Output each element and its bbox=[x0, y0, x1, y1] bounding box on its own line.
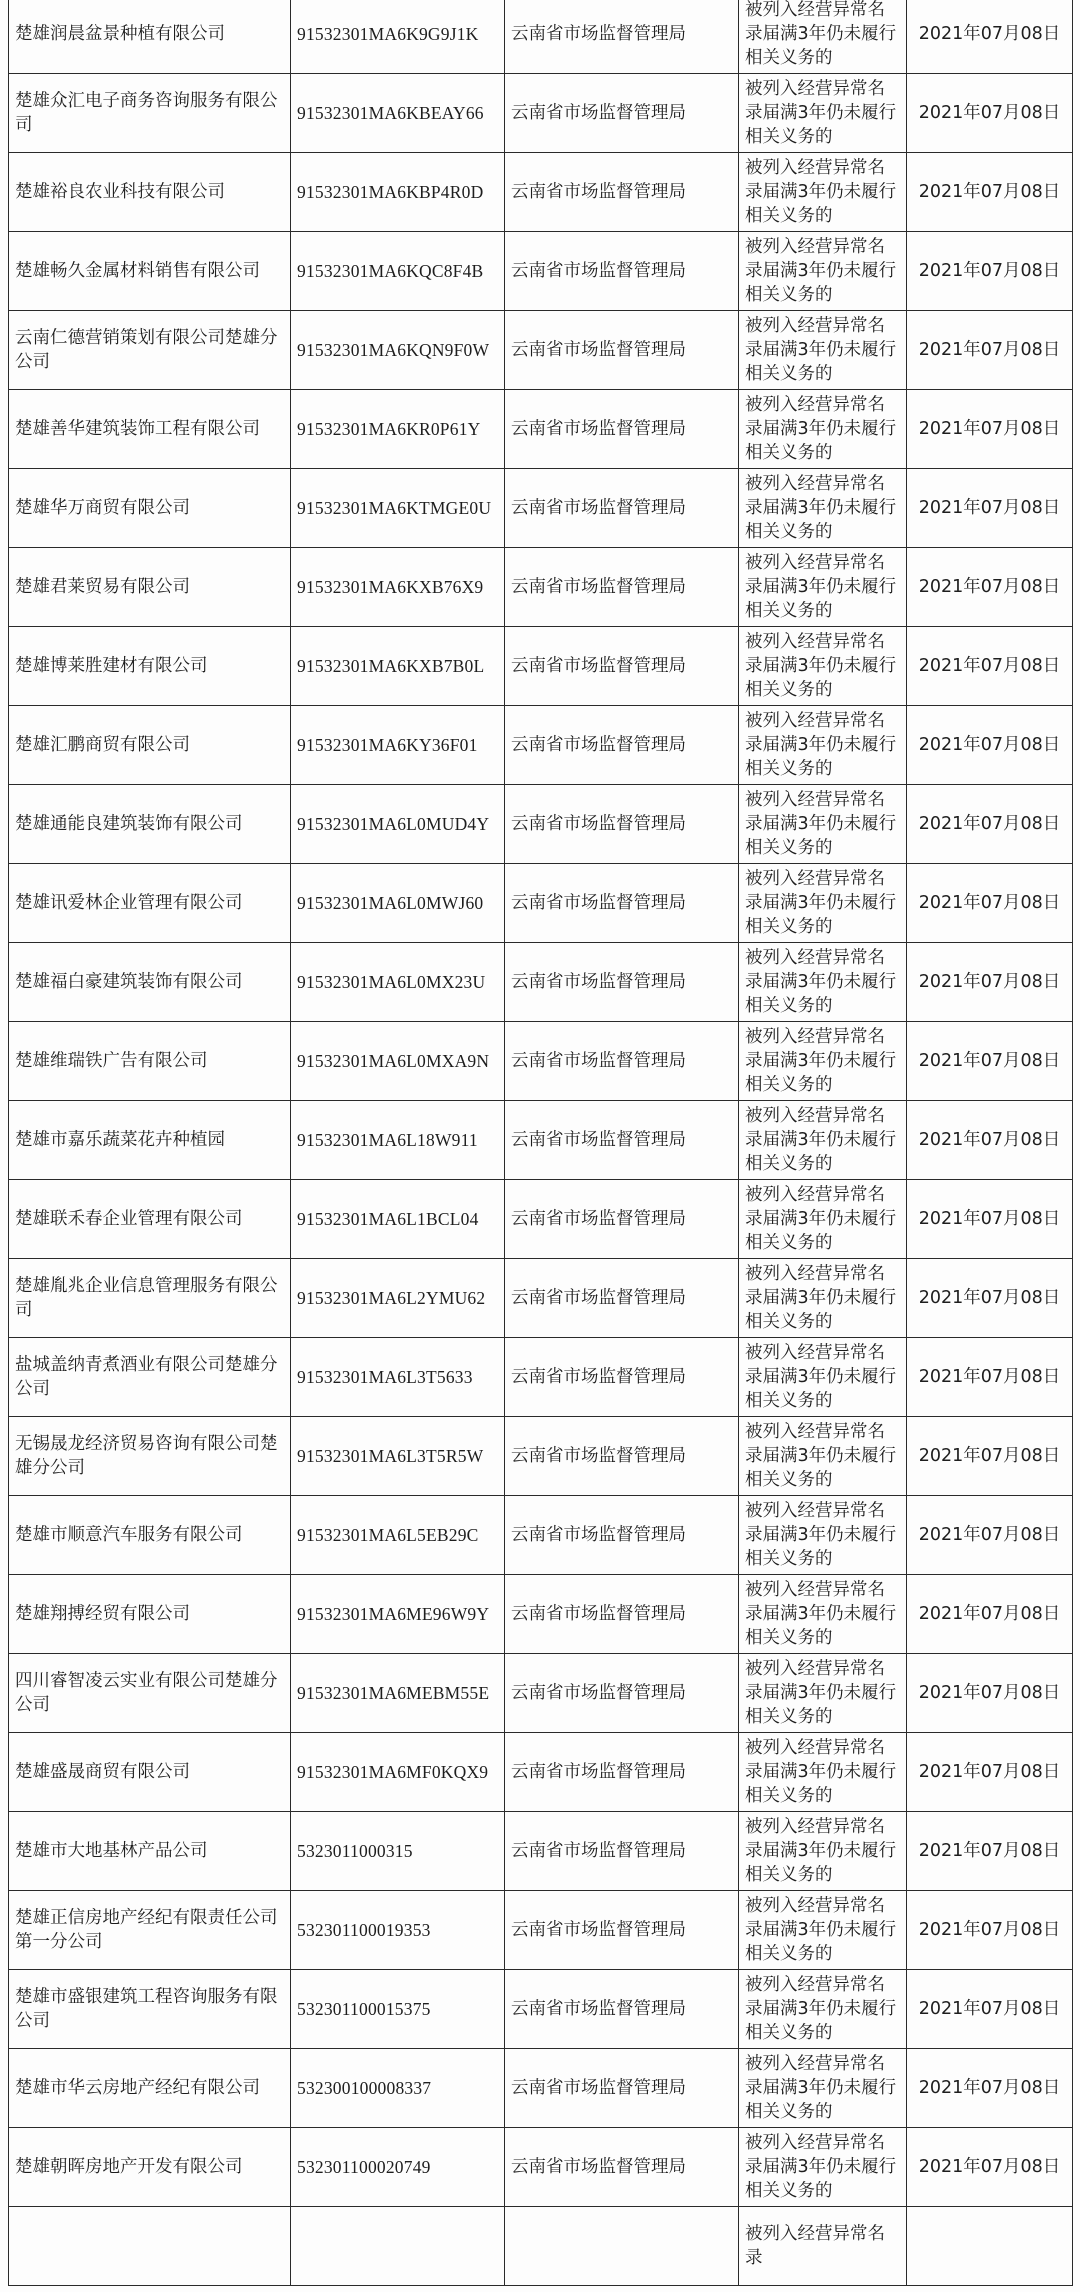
date-cell: 2021年07月08日 bbox=[907, 2049, 1073, 2128]
company-name-cell: 楚雄市嘉乐蔬菜花卉种植园 bbox=[9, 1101, 291, 1180]
reason-cell: 被列入经营异常名录届满3年仍未履行相关义务的 bbox=[739, 1575, 907, 1654]
table-row bbox=[9, 1022, 1073, 1101]
authority-cell: 云南省市场监督管理局 bbox=[505, 2128, 739, 2207]
date-cell: 2021年07月08日 bbox=[907, 1575, 1073, 1654]
table-row bbox=[9, 0, 1073, 74]
authority-cell: 云南省市场监督管理局 bbox=[505, 1496, 739, 1575]
date-cell: 2021年07月08日 bbox=[907, 627, 1073, 706]
authority-cell: 云南省市场监督管理局 bbox=[505, 390, 739, 469]
authority-cell: 云南省市场监督管理局 bbox=[505, 1575, 739, 1654]
table-row bbox=[9, 548, 1073, 627]
reason-cell: 被列入经营异常名录届满3年仍未履行相关义务的 bbox=[739, 1101, 907, 1180]
company-name-cell: 楚雄裕良农业科技有限公司 bbox=[9, 153, 291, 232]
table-row bbox=[9, 2128, 1073, 2207]
revocation-table bbox=[8, 0, 1073, 2286]
authority-cell: 云南省市场监督管理局 bbox=[505, 469, 739, 548]
credit-code-cell: 532300100008337 bbox=[291, 2049, 505, 2128]
company-name-cell: 四川睿智凌云实业有限公司楚雄分公司 bbox=[9, 1654, 291, 1733]
date-cell: 2021年07月08日 bbox=[907, 1970, 1073, 2049]
credit-code-cell: 532301100015375 bbox=[291, 1970, 505, 2049]
date-cell: 2021年07月08日 bbox=[907, 785, 1073, 864]
company-name-cell: 楚雄胤兆企业信息管理服务有限公司 bbox=[9, 1259, 291, 1338]
table-row bbox=[9, 311, 1073, 390]
company-name-cell: 楚雄华万商贸有限公司 bbox=[9, 469, 291, 548]
authority-cell: 云南省市场监督管理局 bbox=[505, 1338, 739, 1417]
company-name-cell: 楚雄畅久金属材料销售有限公司 bbox=[9, 232, 291, 311]
table-body bbox=[9, 0, 1073, 2286]
table-row bbox=[9, 1338, 1073, 1417]
credit-code-cell: 91532301MA6KBEAY66 bbox=[291, 74, 505, 153]
date-cell: 2021年07月08日 bbox=[907, 548, 1073, 627]
authority-cell: 云南省市场监督管理局 bbox=[505, 1417, 739, 1496]
credit-code-cell: 91532301MA6L3T5633 bbox=[291, 1338, 505, 1417]
company-name-cell: 楚雄汇鹏商贸有限公司 bbox=[9, 706, 291, 785]
credit-code-cell: 91532301MA6MEBM55E bbox=[291, 1654, 505, 1733]
company-name-cell: 楚雄通能良建筑装饰有限公司 bbox=[9, 785, 291, 864]
company-name-cell: 楚雄善华建筑装饰工程有限公司 bbox=[9, 390, 291, 469]
date-cell: 2021年07月08日 bbox=[907, 1180, 1073, 1259]
reason-cell: 被列入经营异常名录届满3年仍未履行相关义务的 bbox=[739, 311, 907, 390]
company-name-cell: 云南仁德营销策划有限公司楚雄分公司 bbox=[9, 311, 291, 390]
reason-cell: 被列入经营异常名录届满3年仍未履行相关义务的 bbox=[739, 1733, 907, 1812]
authority-cell: 云南省市场监督管理局 bbox=[505, 1180, 739, 1259]
credit-code-cell: 91532301MA6L0MX23U bbox=[291, 943, 505, 1022]
table-row bbox=[9, 1575, 1073, 1654]
credit-code-cell: 91532301MA6KQN9F0W bbox=[291, 311, 505, 390]
credit-code-cell: 91532301MA6KXB76X9 bbox=[291, 548, 505, 627]
reason-cell: 被列入经营异常名录届满3年仍未履行相关义务的 bbox=[739, 1970, 907, 2049]
date-cell: 2021年07月08日 bbox=[907, 469, 1073, 548]
credit-code-cell: 91532301MA6KBP4R0D bbox=[291, 153, 505, 232]
table-row bbox=[9, 706, 1073, 785]
reason-cell: 被列入经营异常名录届满3年仍未履行相关义务的 bbox=[739, 1180, 907, 1259]
reason-cell: 被列入经营异常名录届满3年仍未履行相关义务的 bbox=[739, 232, 907, 311]
table-row bbox=[9, 943, 1073, 1022]
credit-code-cell: 91532301MA6KY36F01 bbox=[291, 706, 505, 785]
company-name-cell: 盐城盖纳青煮酒业有限公司楚雄分公司 bbox=[9, 1338, 291, 1417]
date-cell bbox=[907, 2207, 1073, 2286]
reason-cell: 被列入经营异常名录届满3年仍未履行相关义务的 bbox=[739, 390, 907, 469]
company-name-cell: 楚雄君莱贸易有限公司 bbox=[9, 548, 291, 627]
table-row bbox=[9, 390, 1073, 469]
date-cell: 2021年07月08日 bbox=[907, 864, 1073, 943]
authority-cell: 云南省市场监督管理局 bbox=[505, 2049, 739, 2128]
date-cell: 2021年07月08日 bbox=[907, 1812, 1073, 1891]
reason-cell: 被列入经营异常名录届满3年仍未履行相关义务的 bbox=[739, 153, 907, 232]
table-row bbox=[9, 1101, 1073, 1180]
date-cell: 2021年07月08日 bbox=[907, 1022, 1073, 1101]
company-name-cell: 楚雄联禾春企业管理有限公司 bbox=[9, 1180, 291, 1259]
date-cell: 2021年07月08日 bbox=[907, 1654, 1073, 1733]
reason-cell: 被列入经营异常名录届满3年仍未履行相关义务的 bbox=[739, 2049, 907, 2128]
reason-cell: 被列入经营异常名录届满3年仍未履行相关义务的 bbox=[739, 1654, 907, 1733]
reason-cell: 被列入经营异常名录届满3年仍未履行相关义务的 bbox=[739, 864, 907, 943]
company-name-cell: 楚雄盛晟商贸有限公司 bbox=[9, 1733, 291, 1812]
date-cell: 2021年07月08日 bbox=[907, 232, 1073, 311]
reason-cell: 被列入经营异常名录届满3年仍未履行相关义务的 bbox=[739, 1417, 907, 1496]
authority-cell bbox=[505, 2207, 739, 2286]
authority-cell: 云南省市场监督管理局 bbox=[505, 864, 739, 943]
credit-code-cell: 532301100020749 bbox=[291, 2128, 505, 2207]
table-row bbox=[9, 1259, 1073, 1338]
credit-code-cell: 91532301MA6L0MWJ60 bbox=[291, 864, 505, 943]
company-name-cell: 楚雄翔搏经贸有限公司 bbox=[9, 1575, 291, 1654]
reason-cell: 被列入经营异常名录届满3年仍未履行相关义务的 bbox=[739, 1338, 907, 1417]
date-cell: 2021年07月08日 bbox=[907, 1259, 1073, 1338]
credit-code-cell: 91532301MA6K9G9J1K bbox=[291, 0, 505, 74]
authority-cell: 云南省市场监督管理局 bbox=[505, 1259, 739, 1338]
table-row bbox=[9, 74, 1073, 153]
table-row bbox=[9, 627, 1073, 706]
credit-code-cell: 91532301MA6L0MXA9N bbox=[291, 1022, 505, 1101]
authority-cell: 云南省市场监督管理局 bbox=[505, 1654, 739, 1733]
reason-cell: 被列入经营异常名录届满3年仍未履行相关义务的 bbox=[739, 548, 907, 627]
credit-code-cell: 91532301MA6L3T5R5W bbox=[291, 1417, 505, 1496]
credit-code-cell: 91532301MA6L1BCL04 bbox=[291, 1180, 505, 1259]
date-cell: 2021年07月08日 bbox=[907, 943, 1073, 1022]
date-cell: 2021年07月08日 bbox=[907, 74, 1073, 153]
reason-cell: 被列入经营异常名录届满3年仍未履行相关义务的 bbox=[739, 627, 907, 706]
company-name-cell: 楚雄市大地基林产品公司 bbox=[9, 1812, 291, 1891]
credit-code-cell: 91532301MA6KTMGE0U bbox=[291, 469, 505, 548]
company-name-cell: 楚雄福白豪建筑装饰有限公司 bbox=[9, 943, 291, 1022]
reason-cell: 被列入经营异常名录届满3年仍未履行相关义务的 bbox=[739, 469, 907, 548]
reason-cell: 被列入经营异常名录届满3年仍未履行相关义务的 bbox=[739, 706, 907, 785]
credit-code-cell: 91532301MA6L5EB29C bbox=[291, 1496, 505, 1575]
company-name-cell: 楚雄市华云房地产经纪有限公司 bbox=[9, 2049, 291, 2128]
authority-cell: 云南省市场监督管理局 bbox=[505, 1891, 739, 1970]
company-name-cell: 楚雄正信房地产经纪有限责任公司第一分公司 bbox=[9, 1891, 291, 1970]
date-cell: 2021年07月08日 bbox=[907, 706, 1073, 785]
date-cell: 2021年07月08日 bbox=[907, 0, 1073, 74]
company-name-cell: 楚雄市盛银建筑工程咨询服务有限公司 bbox=[9, 1970, 291, 2049]
reason-cell: 被列入经营异常名录届满3年仍未履行相关义务的 bbox=[739, 1022, 907, 1101]
authority-cell: 云南省市场监督管理局 bbox=[505, 311, 739, 390]
date-cell: 2021年07月08日 bbox=[907, 1338, 1073, 1417]
table-row bbox=[9, 1812, 1073, 1891]
reason-cell: 被列入经营异常名录届满3年仍未履行相关义务的 bbox=[739, 0, 907, 74]
authority-cell: 云南省市场监督管理局 bbox=[505, 943, 739, 1022]
reason-cell: 被列入经营异常名录届满3年仍未履行相关义务的 bbox=[739, 74, 907, 153]
company-name-cell: 楚雄润晨盆景种植有限公司 bbox=[9, 0, 291, 74]
reason-cell: 被列入经营异常名录届满3年仍未履行相关义务的 bbox=[739, 2128, 907, 2207]
table-row bbox=[9, 1180, 1073, 1259]
reason-cell: 被列入经营异常名录届满3年仍未履行相关义务的 bbox=[739, 1259, 907, 1338]
authority-cell: 云南省市场监督管理局 bbox=[505, 74, 739, 153]
credit-code-cell: 532301100019353 bbox=[291, 1891, 505, 1970]
authority-cell: 云南省市场监督管理局 bbox=[505, 1022, 739, 1101]
credit-code-cell: 5323011000315 bbox=[291, 1812, 505, 1891]
table-row bbox=[9, 1891, 1073, 1970]
credit-code-cell: 91532301MA6KR0P61Y bbox=[291, 390, 505, 469]
authority-cell: 云南省市场监督管理局 bbox=[505, 706, 739, 785]
table-row bbox=[9, 1417, 1073, 1496]
credit-code-cell: 91532301MA6ME96W9Y bbox=[291, 1575, 505, 1654]
date-cell: 2021年07月08日 bbox=[907, 1417, 1073, 1496]
company-name-cell: 无锡晟龙经济贸易咨询有限公司楚雄分公司 bbox=[9, 1417, 291, 1496]
authority-cell: 云南省市场监督管理局 bbox=[505, 232, 739, 311]
reason-cell: 被列入经营异常名录 bbox=[739, 2207, 907, 2286]
authority-cell: 云南省市场监督管理局 bbox=[505, 1101, 739, 1180]
date-cell: 2021年07月08日 bbox=[907, 1891, 1073, 1970]
table-row bbox=[9, 232, 1073, 311]
table-row bbox=[9, 785, 1073, 864]
authority-cell: 云南省市场监督管理局 bbox=[505, 785, 739, 864]
table-row bbox=[9, 2049, 1073, 2128]
authority-cell: 云南省市场监督管理局 bbox=[505, 548, 739, 627]
authority-cell: 云南省市场监督管理局 bbox=[505, 1733, 739, 1812]
date-cell: 2021年07月08日 bbox=[907, 1101, 1073, 1180]
company-name-cell: 楚雄讯爱林企业管理有限公司 bbox=[9, 864, 291, 943]
date-cell: 2021年07月08日 bbox=[907, 2128, 1073, 2207]
table-row bbox=[9, 153, 1073, 232]
table-row bbox=[9, 864, 1073, 943]
authority-cell: 云南省市场监督管理局 bbox=[505, 1812, 739, 1891]
company-name-cell: 楚雄市顺意汽车服务有限公司 bbox=[9, 1496, 291, 1575]
credit-code-cell: 91532301MA6KQC8F4B bbox=[291, 232, 505, 311]
authority-cell: 云南省市场监督管理局 bbox=[505, 0, 739, 74]
reason-cell: 被列入经营异常名录届满3年仍未履行相关义务的 bbox=[739, 1812, 907, 1891]
credit-code-cell: 91532301MA6MF0KQX9 bbox=[291, 1733, 505, 1812]
table-row bbox=[9, 469, 1073, 548]
credit-code-cell: 91532301MA6KXB7B0L bbox=[291, 627, 505, 706]
reason-cell: 被列入经营异常名录届满3年仍未履行相关义务的 bbox=[739, 943, 907, 1022]
date-cell: 2021年07月08日 bbox=[907, 1496, 1073, 1575]
table-row bbox=[9, 1733, 1073, 1812]
credit-code-cell: 91532301MA6L2YMU62 bbox=[291, 1259, 505, 1338]
date-cell: 2021年07月08日 bbox=[907, 311, 1073, 390]
reason-cell: 被列入经营异常名录届满3年仍未履行相关义务的 bbox=[739, 1496, 907, 1575]
authority-cell: 云南省市场监督管理局 bbox=[505, 153, 739, 232]
company-name-cell: 楚雄朝晖房地产开发有限公司 bbox=[9, 2128, 291, 2207]
company-name-cell bbox=[9, 2207, 291, 2286]
table-row bbox=[9, 1654, 1073, 1733]
credit-code-cell: 91532301MA6L0MUD4Y bbox=[291, 785, 505, 864]
table-row bbox=[9, 1496, 1073, 1575]
credit-code-cell: 91532301MA6L18W911 bbox=[291, 1101, 505, 1180]
table-row bbox=[9, 2207, 1073, 2286]
date-cell: 2021年07月08日 bbox=[907, 390, 1073, 469]
authority-cell: 云南省市场监督管理局 bbox=[505, 627, 739, 706]
reason-cell: 被列入经营异常名录届满3年仍未履行相关义务的 bbox=[739, 1891, 907, 1970]
authority-cell: 云南省市场监督管理局 bbox=[505, 1970, 739, 2049]
company-name-cell: 楚雄博莱胜建材有限公司 bbox=[9, 627, 291, 706]
table-row bbox=[9, 1970, 1073, 2049]
date-cell: 2021年07月08日 bbox=[907, 1733, 1073, 1812]
date-cell: 2021年07月08日 bbox=[907, 153, 1073, 232]
credit-code-cell bbox=[291, 2207, 505, 2286]
reason-cell: 被列入经营异常名录届满3年仍未履行相关义务的 bbox=[739, 785, 907, 864]
company-name-cell: 楚雄维瑞铁广告有限公司 bbox=[9, 1022, 291, 1101]
company-name-cell: 楚雄众汇电子商务咨询服务有限公司 bbox=[9, 74, 291, 153]
